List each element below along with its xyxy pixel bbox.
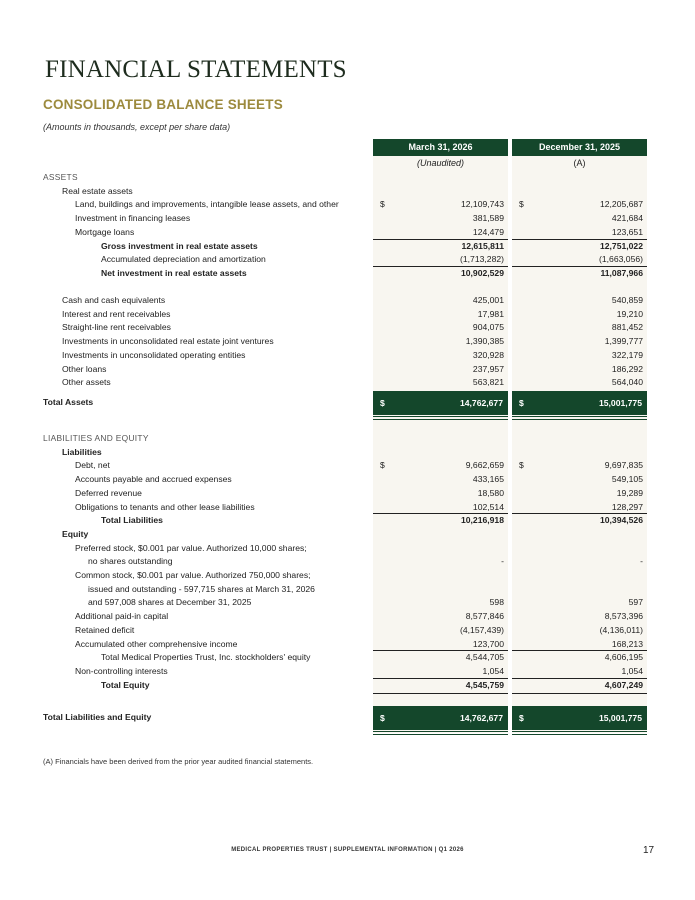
value-march: 17,981	[477, 308, 504, 319]
value-march: 9,662,659	[465, 460, 504, 471]
value-december: 15,001,775	[598, 713, 642, 723]
currency-symbol: $	[519, 398, 524, 408]
table-row	[0, 294, 695, 308]
value-december: (1,663,056)	[599, 254, 643, 265]
value-march: 10,216,918	[460, 515, 504, 526]
currency-symbol: $	[380, 713, 385, 723]
subtotal-rule	[373, 693, 508, 694]
value-march: 381,589	[472, 213, 504, 224]
value-march: 563,821	[472, 377, 504, 388]
page-number: 17	[643, 845, 655, 856]
row-label: Accounts payable and accrued expenses	[75, 474, 232, 485]
value-december: 540,859	[611, 295, 643, 305]
footnote: (A) Financials have been derived from the prior year audited financial statements.	[43, 757, 314, 766]
value-march: 18,580	[477, 487, 504, 498]
table-row	[0, 267, 695, 281]
table-row	[0, 473, 695, 487]
value-march: 123,700	[472, 638, 504, 649]
row-label: Debt, net	[75, 460, 110, 471]
table-row	[0, 396, 695, 410]
value-december: 168,213	[611, 638, 643, 649]
row-label: Additional paid-in capital	[75, 611, 169, 622]
value-march: 10,902,529	[460, 267, 504, 278]
table-row	[0, 198, 695, 212]
table-row	[0, 363, 695, 377]
value-december: 1,054	[621, 665, 643, 676]
table-row	[0, 569, 695, 583]
table-row	[0, 212, 695, 226]
table-row	[0, 376, 695, 390]
value-march: 14,762,677	[459, 713, 503, 723]
value-december: 186,292	[611, 363, 643, 374]
row-label: Non-controlling interests	[75, 665, 168, 676]
value-december: 12,751,022	[599, 240, 643, 251]
currency-symbol: $	[519, 460, 524, 471]
row-label: Retained deficit	[75, 624, 135, 635]
value-december: 4,606,195	[604, 652, 643, 663]
value-december: 1,399,777	[604, 336, 643, 347]
row-label: Other loans	[62, 363, 107, 374]
row-label: Total Assets	[43, 397, 94, 407]
row-label: Straight-line rent receivables	[62, 322, 171, 333]
value-december: 4,607,249	[604, 679, 643, 690]
value-march: (4,157,439)	[460, 624, 504, 635]
value-march: 12,109,743	[460, 199, 504, 210]
column-subheader-a: (A)	[573, 158, 586, 168]
table-row	[0, 679, 695, 693]
table-row	[0, 501, 695, 515]
row-label: Accumulated depreciation and amortization	[101, 254, 266, 265]
value-december: 597	[628, 597, 643, 608]
table-row	[0, 446, 695, 460]
value-march: (1,713,282)	[460, 254, 504, 265]
table-row	[0, 514, 695, 528]
page-footer: MEDICAL PROPERTIES TRUST | SUPPLEMENTAL INFORMATION | Q1 2026	[231, 847, 464, 853]
column-subheader-unaudited: (Unaudited)	[416, 158, 465, 168]
table-row	[0, 542, 695, 556]
value-december: 15,001,775	[598, 398, 642, 408]
table-row	[0, 240, 695, 254]
table-row	[0, 185, 695, 199]
row-label: Investments in unconsolidated real estate joint ventures	[62, 336, 274, 347]
value-march: 4,544,705	[465, 652, 504, 663]
table-row	[0, 432, 695, 446]
currency-symbol: $	[380, 398, 385, 408]
value-march: 12,615,811	[461, 240, 504, 251]
row-label: Real estate assets	[62, 185, 133, 196]
row-label: Total Liabilities	[101, 515, 163, 526]
value-march: 237,957	[472, 363, 504, 374]
table-row	[0, 487, 695, 501]
row-label: Interest and rent receivables	[62, 308, 171, 319]
value-december: 9,697,835	[604, 460, 643, 471]
value-december: 421,684	[611, 213, 643, 224]
value-december: 8,573,396	[604, 611, 643, 622]
table-row	[0, 624, 695, 638]
value-march: -	[501, 556, 504, 567]
value-december: 123,651	[611, 226, 643, 237]
value-march: 1,054	[482, 665, 504, 676]
table-row	[0, 349, 695, 363]
table-row	[0, 651, 695, 665]
row-label: Total Equity	[101, 679, 150, 690]
currency-symbol: $	[519, 199, 524, 210]
row-label: Land, buildings and improvements, intangible lease assets, and other	[75, 199, 339, 210]
value-december: 549,105	[611, 474, 643, 485]
currency-symbol: $	[519, 713, 524, 723]
value-december: 10,394,526	[599, 515, 643, 526]
row-label: no shares outstanding	[88, 556, 173, 567]
table-row	[0, 253, 695, 267]
table-row	[0, 610, 695, 624]
value-december: 322,179	[611, 349, 643, 360]
row-label: Cash and cash equivalents	[62, 295, 166, 305]
value-march: 1,390,385	[465, 336, 504, 347]
value-march: 904,075	[472, 322, 504, 333]
value-march: 4,545,759	[465, 679, 504, 690]
row-label: Obligations to tenants and other lease liabilities	[75, 501, 255, 512]
table-row	[0, 638, 695, 652]
table-row	[0, 528, 695, 542]
row-label: LIABILITIES AND EQUITY	[43, 433, 149, 443]
value-december: 881,452	[611, 322, 643, 333]
value-december: 564,040	[611, 377, 643, 388]
row-label: ASSETS	[43, 172, 78, 182]
value-march: 598	[489, 597, 504, 608]
row-label: Total Medical Properties Trust, Inc. stockholders' equity	[101, 652, 311, 663]
value-march: 14,762,677	[459, 398, 503, 408]
row-label: Common stock, $0.001 par value. Authorized 750,000 shares;	[75, 570, 311, 580]
row-label: Gross investment in real estate assets	[101, 240, 258, 251]
value-march: 8,577,846	[465, 611, 504, 622]
row-label: Investment in financing leases	[75, 213, 191, 224]
table-row	[0, 583, 695, 597]
double-rule	[512, 416, 647, 420]
double-rule	[373, 416, 508, 420]
double-rule	[512, 731, 647, 735]
row-label: Net investment in real estate assets	[101, 267, 247, 278]
row-label: Investments in unconsolidated operating entities	[62, 349, 246, 360]
row-label: Total Liabilities and Equity	[43, 712, 152, 722]
row-label: Liabilities	[62, 446, 102, 457]
value-december: 12,205,687	[599, 199, 643, 210]
value-march: 102,514	[472, 501, 504, 512]
table-row	[0, 171, 695, 185]
amounts-note: (Amounts in thousands, except per share data)	[43, 122, 231, 132]
table-row	[0, 335, 695, 349]
row-label: Mortgage loans	[75, 226, 135, 237]
table-row	[0, 308, 695, 322]
value-december: 19,289	[616, 487, 643, 498]
table-row	[0, 711, 695, 725]
row-label: Other assets	[62, 377, 111, 388]
subtotal-rule	[512, 693, 647, 694]
table-row	[0, 321, 695, 335]
value-march: 124,479	[472, 226, 504, 237]
currency-symbol: $	[380, 199, 385, 210]
value-december: -	[640, 556, 643, 567]
value-march: 433,165	[472, 474, 504, 485]
page-title: FINANCIAL STATEMENTS	[45, 56, 347, 83]
row-label: Deferred revenue	[75, 487, 142, 498]
column-header-march: March 31, 2026	[373, 139, 508, 156]
row-label: Preferred stock, $0.001 par value. Authorized 10,000 shares;	[75, 542, 307, 553]
value-december: 128,297	[611, 501, 643, 512]
table-row	[0, 226, 695, 240]
statement-subtitle: CONSOLIDATED BALANCE SHEETS	[43, 97, 283, 112]
value-december: 19,210	[616, 308, 643, 319]
value-march: 320,928	[472, 349, 504, 360]
value-december: (4,136,011)	[599, 624, 643, 635]
currency-symbol: $	[380, 460, 385, 471]
row-label: and 597,008 shares at December 31, 2025	[88, 597, 252, 608]
value-march: 425,001	[472, 295, 504, 305]
table-row	[0, 596, 695, 610]
table-row	[0, 555, 695, 569]
value-december: 11,087,966	[600, 267, 643, 278]
table-row	[0, 665, 695, 679]
table-row	[0, 459, 695, 473]
row-label: Equity	[62, 528, 89, 539]
double-rule	[373, 731, 508, 735]
row-label: issued and outstanding - 597,715 shares at March 31, 2026	[88, 583, 315, 594]
row-label: Accumulated other comprehensive income	[75, 638, 238, 649]
column-header-december: December 31, 2025	[512, 139, 647, 156]
